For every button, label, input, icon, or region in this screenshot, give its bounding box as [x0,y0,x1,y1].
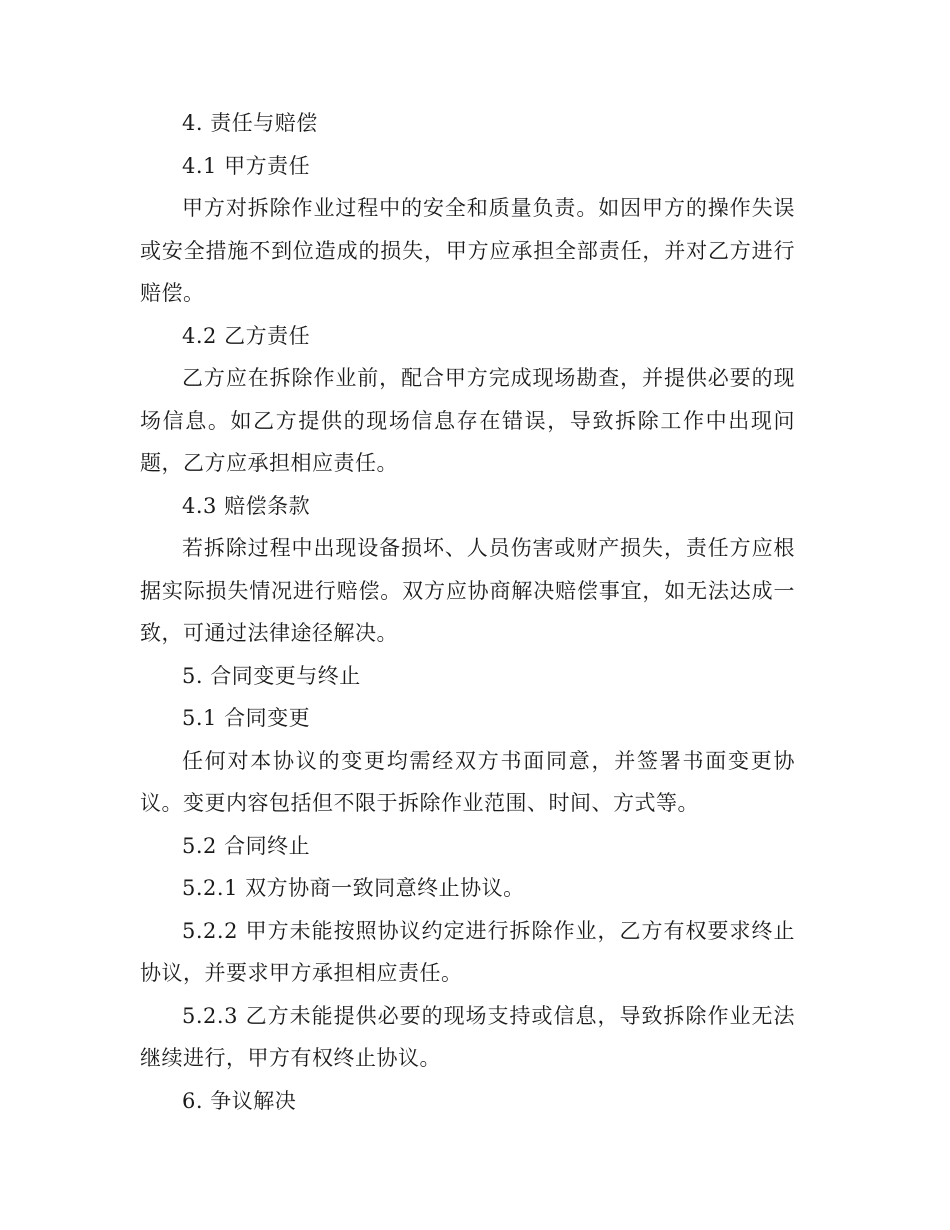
paragraph-contract-change: 任何对本协议的变更均需经双方书面同意，并签署书面变更协议。变更内容包括但不限于拆除作业范围、时间、方式等。 [140,748,795,815]
subsection-heading-4-3: 4.3 赔偿条款 [182,493,311,518]
paragraph-party-b-liability: 乙方应在拆除作业前，配合甲方完成现场勘查，并提供必要的现场信息。如乙方提供的现场信息存在错误，导致拆除工作中出现问题，乙方应承担相应责任。 [140,366,795,475]
paragraph-party-a-liability: 甲方对拆除作业过程中的安全和质量负责。如因甲方的操作失误或安全措施不到位造成的损失，甲方应承担全部责任，并对乙方进行赔偿。 [140,196,795,305]
paragraph-compensation-terms: 若拆除过程中出现设备损坏、人员伤害或财产损失，责任方应根据实际损失情况进行赔偿。双方应协商解决赔偿事宜，如无法达成一致，可通过法律途径解决。 [140,536,795,645]
clause-5-2-2: 5.2.2 甲方未能按照协议约定进行拆除作业，乙方有权要求终止协议，并要求甲方承担相应责任。 [140,918,795,985]
clause-5-2-1: 5.2.1 双方协商一致同意终止协议。 [182,876,525,900]
subsection-heading-5-1: 5.1 合同变更 [182,706,311,730]
subsection-heading-5-2: 5.2 合同终止 [182,833,311,858]
clause-5-2-3: 5.2.3 乙方未能提供必要的现场支持或信息，导致拆除作业无法继续进行，甲方有权终止协议。 [140,1003,795,1070]
document-body [140,102,795,1122]
section-heading-5: 5. 合同变更与终止 [182,663,361,688]
subsection-heading-4-1: 4.1 甲方责任 [182,153,311,178]
subsection-heading-4-2: 4.2 乙方责任 [182,323,311,348]
section-heading-6: 6. 争议解决 [182,1088,297,1113]
section-heading-4: 4. 责任与赔偿 [182,111,318,135]
